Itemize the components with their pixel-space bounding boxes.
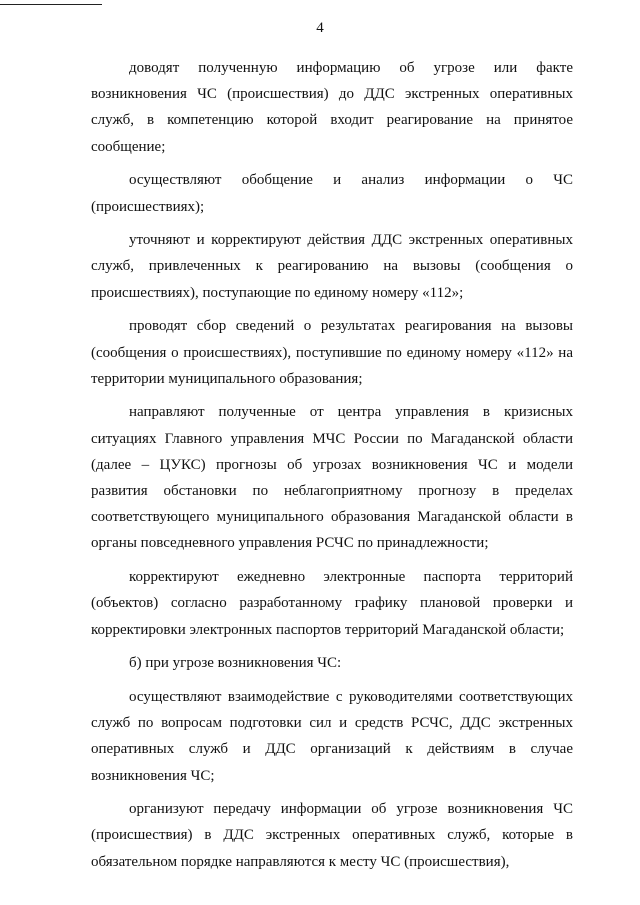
top-left-rule [0,4,102,5]
paragraph-relay-threat-info: доводят полученную информацию об угрозе или факте возникновения ЧС (происшествия) до ДДС экстренных оперативных служб, в компетенцию которой входит реагирование на принятое сообщение; [91,60,573,155]
paragraph-forward-forecasts: направляют полученные от центра управления в кризисных ситуациях Главного управления МЧС России по Магаданской области (далее – ЦУКС) прогнозы об угрозах возникновения ЧС и модели развития обстановки по неблагоприятному прогнозу в пределах соответствующего муниципального образования Магаданской области в органы повседневного управления РСЧС по принадлежности; [91,404,573,552]
document-body [91,55,573,882]
paragraph-summarize-analyze: осуществляют обобщение и анализ информации о ЧС (происшествиях); [91,172,573,215]
paragraph-collect-results: проводят сбор сведений о результатах реагирования на вызовы (сообщения о происшествиях), поступившие по единому номеру «112» на территории муниципального образования; [91,318,573,387]
paragraph-update-passports: корректируют ежедневно электронные паспорта территорий (объектов) согласно разработанному графику плановой проверки и корректировки электронных паспортов территорий Магаданской области; [91,569,573,638]
paragraph-adjust-actions: уточняют и корректируют действия ДДС экстренных оперативных служб, привлеченных к реагированию на вызовы (сообщения о происшествиях), поступающие по единому номеру «112»; [91,232,573,301]
paragraph-interaction-with-heads: осуществляют взаимодействие с руководителями соответствующих служб по вопросам подготовки сил и средств РСЧС, ДДС экстренных оперативных служб и ДДС организаций к действиям в случае возникновения ЧС; [91,688,573,784]
page-number: 4 [316,20,324,36]
paragraph-transmit-threat-info: организуют передачу информации об угрозе возникновения ЧС (происшествия) в ДДС экстренных оперативных служб, которые в обязательном порядке направляются к месту ЧС (происшествия), [91,801,573,870]
paragraph-section-b-heading: б) при угрозе возникновения ЧС: [129,655,342,672]
